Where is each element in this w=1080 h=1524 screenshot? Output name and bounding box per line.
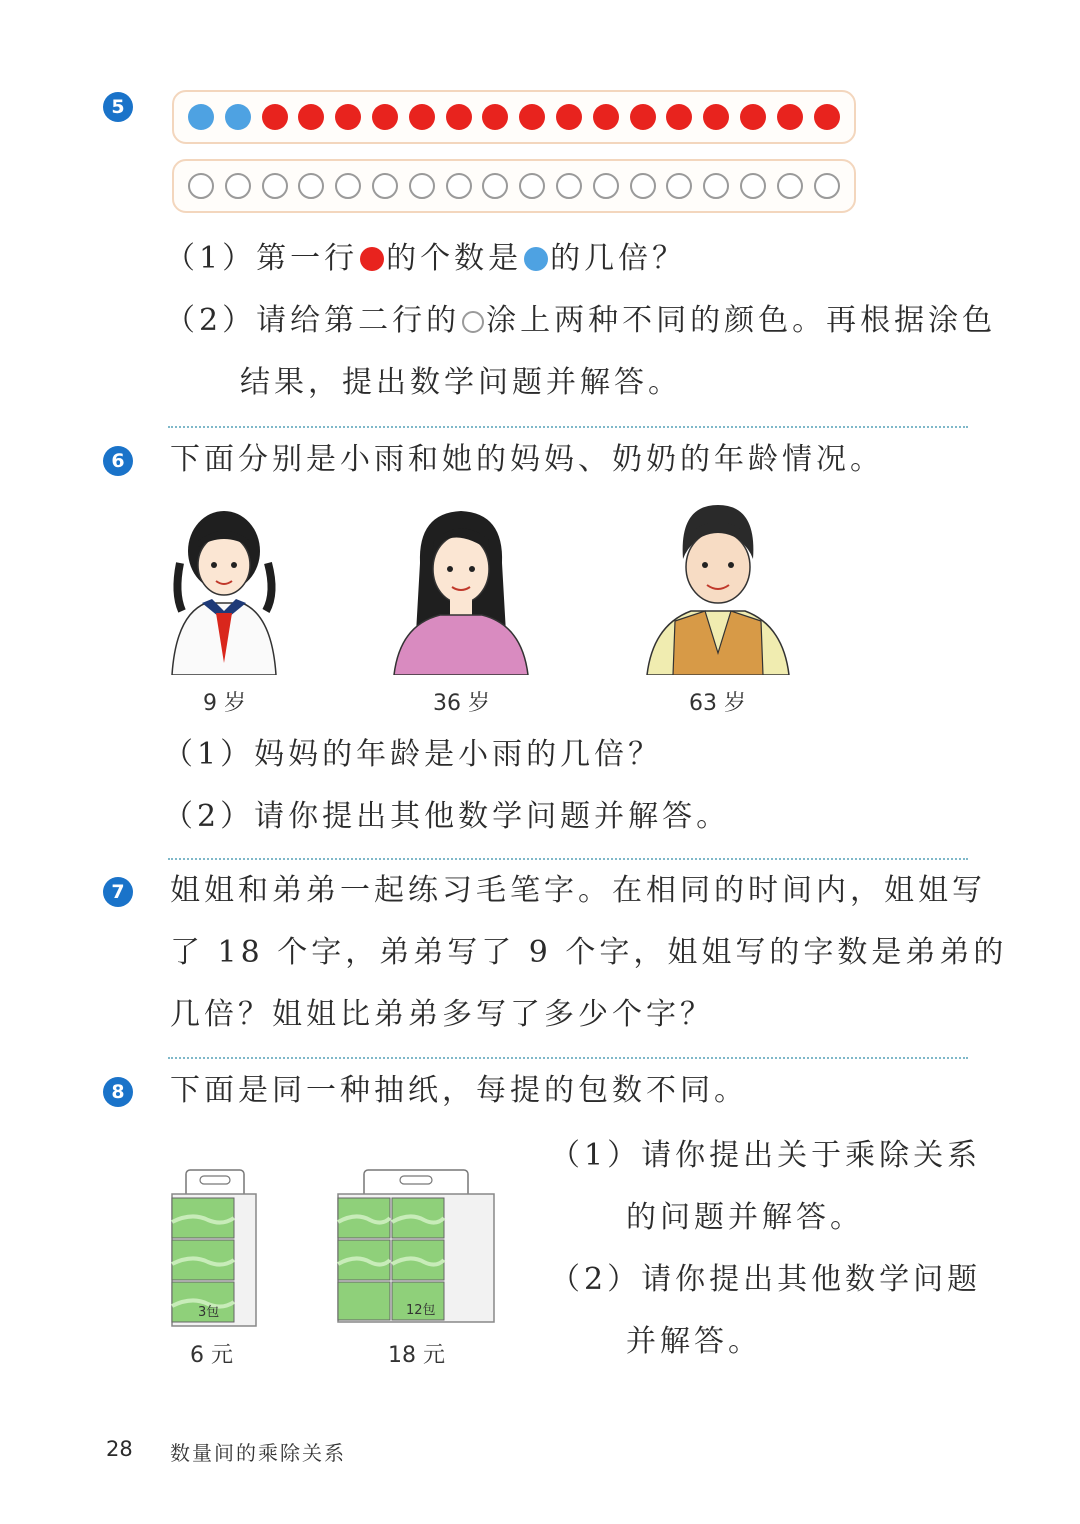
large-pack-price: 18 元 — [388, 1343, 445, 1368]
dot-row-1 — [172, 90, 856, 144]
p6-question-1: （1）妈妈的年龄是小雨的几倍？ — [163, 737, 663, 772]
red-dot — [519, 104, 545, 130]
empty-dot — [446, 173, 472, 199]
dot-row-2 — [172, 159, 856, 213]
chapter-title: 数量间的乘除关系 — [170, 1441, 346, 1465]
p7-line-2: 了 18 个字，弟弟写了 9 个字，姐姐写的字数是弟弟的 — [170, 935, 1008, 970]
grandmother-illustration — [645, 503, 791, 675]
separator — [168, 426, 968, 428]
red-dot — [593, 104, 619, 130]
large-pack-label: 12包 — [406, 1303, 436, 1318]
p5-question-1 — [165, 241, 686, 277]
red-dot — [372, 104, 398, 130]
girl-age: 9 岁 — [203, 691, 246, 716]
tissue-pack-large-illustration — [334, 1166, 498, 1330]
p5-q1-prefix: （1）第一行 — [165, 241, 359, 276]
empty-dot — [630, 173, 656, 199]
blue-dot — [188, 104, 214, 130]
blue-dot — [225, 104, 251, 130]
small-pack-label: 3包 — [198, 1305, 220, 1320]
empty-dot — [666, 173, 692, 199]
empty-dot — [777, 173, 803, 199]
tissue-pack-small-illustration — [168, 1166, 260, 1330]
red-dot — [262, 104, 288, 130]
p6-intro: 下面分别是小雨和她的妈妈、奶奶的年龄情况。 — [170, 442, 884, 477]
empty-dot — [409, 173, 435, 199]
p8-question-1-line2: 的问题并解答。 — [626, 1200, 864, 1235]
red-dot-icon — [360, 247, 384, 271]
red-dot — [298, 104, 324, 130]
p7-line-1: 姐姐和弟弟一起练习毛笔字。在相同的时间内，姐姐写 — [170, 873, 986, 908]
empty-dot — [556, 173, 582, 199]
grandmother-age: 63 岁 — [689, 691, 746, 716]
red-dot — [446, 104, 472, 130]
red-dot — [335, 104, 361, 130]
p6-question-2: （2）请你提出其他数学问题并解答。 — [163, 799, 731, 834]
red-dot — [740, 104, 766, 130]
p8-intro: 下面是同一种抽纸，每提的包数不同。 — [170, 1073, 748, 1108]
mother-illustration — [390, 503, 532, 675]
red-dot — [777, 104, 803, 130]
blue-dot-icon — [524, 247, 548, 271]
empty-dot — [225, 173, 251, 199]
red-dot — [482, 104, 508, 130]
problem-number-5: 5 — [103, 92, 133, 122]
empty-dot — [519, 173, 545, 199]
p5-q2-prefix: （2）请给第二行的 — [165, 303, 461, 338]
empty-dot — [814, 173, 840, 199]
problem-number-8: 8 — [103, 1077, 133, 1107]
p8-question-2-line1: （2）请你提出其他数学问题 — [550, 1262, 982, 1297]
girl-illustration — [166, 503, 282, 675]
separator — [168, 1057, 968, 1059]
empty-dot — [335, 173, 361, 199]
p5-question-2 — [165, 303, 996, 339]
separator — [168, 858, 968, 860]
empty-dot — [482, 173, 508, 199]
red-dot — [666, 104, 692, 130]
red-dot — [814, 104, 840, 130]
empty-dot — [703, 173, 729, 199]
problem-number-6: 6 — [103, 446, 133, 476]
red-dot — [703, 104, 729, 130]
empty-dot — [298, 173, 324, 199]
empty-dot — [740, 173, 766, 199]
p7-line-3: 几倍？姐姐比弟弟多写了多少个字？ — [170, 997, 714, 1032]
p8-question-1-line1: （1）请你提出关于乘除关系 — [550, 1138, 982, 1173]
empty-dot — [188, 173, 214, 199]
p8-question-2-line2: 并解答。 — [626, 1324, 762, 1359]
red-dot — [409, 104, 435, 130]
empty-dot — [262, 173, 288, 199]
p5-question-2-line2: 结果，提出数学问题并解答。 — [240, 365, 682, 400]
empty-dot — [372, 173, 398, 199]
mother-age: 36 岁 — [433, 691, 490, 716]
empty-circle-icon — [462, 311, 484, 333]
empty-dot — [593, 173, 619, 199]
red-dot — [630, 104, 656, 130]
page-number: 28 — [106, 1437, 133, 1461]
p5-q1-suffix: 的几倍？ — [550, 241, 687, 276]
problem-number-7: 7 — [103, 877, 133, 907]
p5-q2-suffix: 涂上两种不同的颜色。再根据涂色 — [486, 303, 997, 338]
p5-q1-mid: 的个数是 — [386, 241, 523, 276]
small-pack-price: 6 元 — [190, 1343, 233, 1368]
red-dot — [556, 104, 582, 130]
